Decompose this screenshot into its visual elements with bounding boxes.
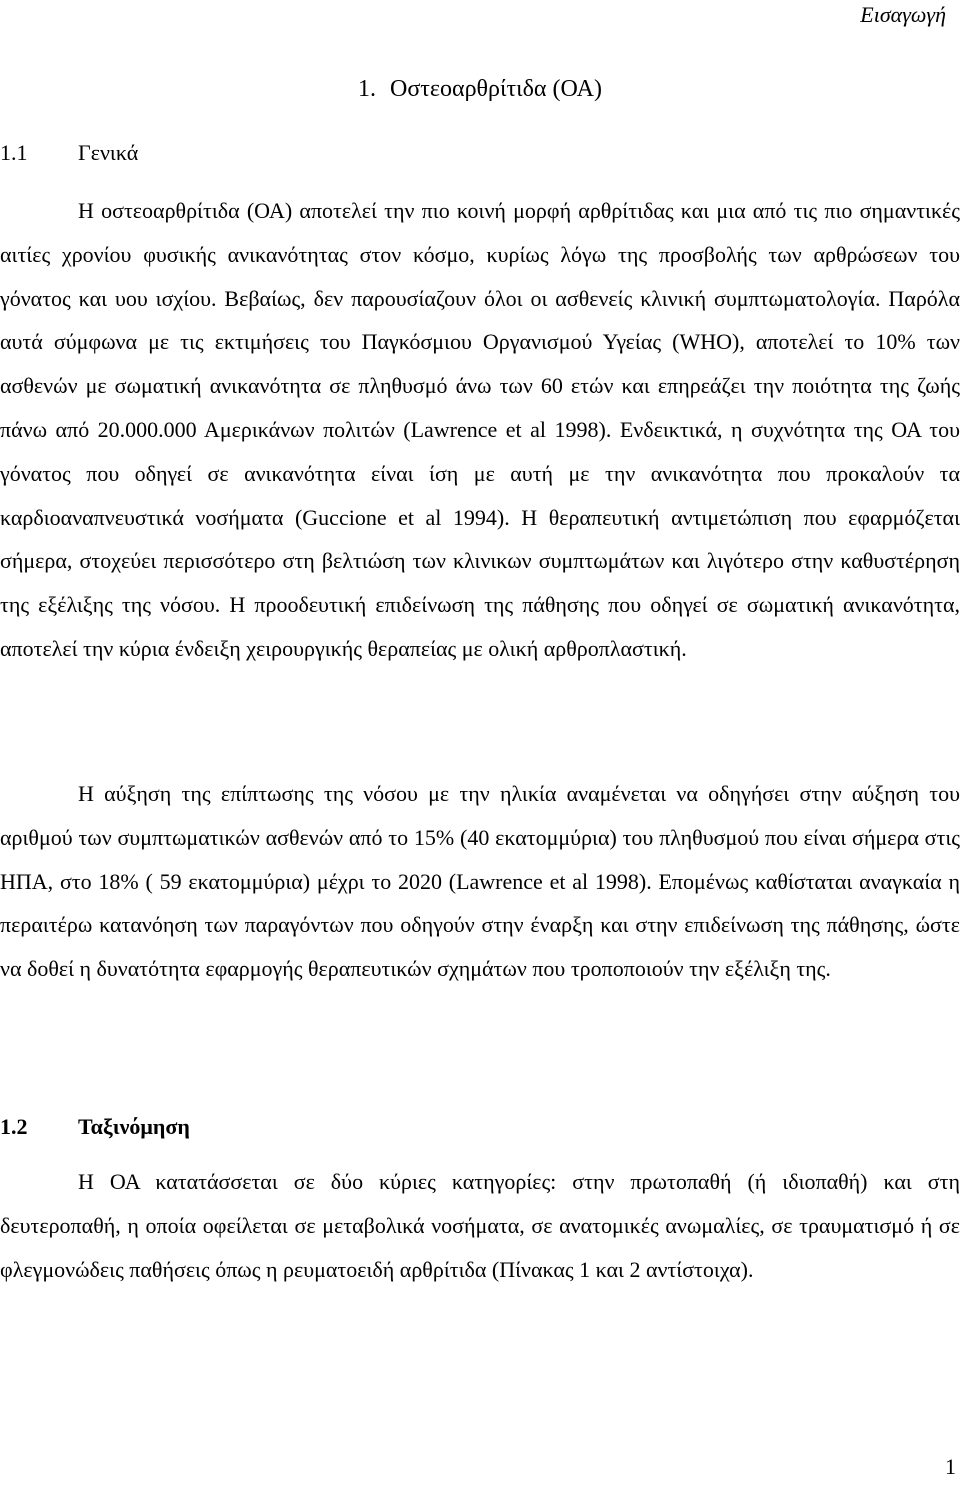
section-title: Γενικά (78, 140, 139, 165)
page-number: 1 (945, 1454, 956, 1479)
section-title: Ταξινόμηση (78, 1114, 190, 1139)
section-heading-1-1 (0, 138, 138, 168)
paragraph-classification: Η ΟΑ κατατάσσεται σε δύο κύριες κατηγορίες: στην πρωτοπαθή (ή ιδιοπαθή) και στη δευτεροπαθή, η οποία οφείλεται σε μεταβολικά νοσήματα, σε ανατομικές ανωμαλίες, σε τραυματισμό ή σε φλεγμονώδεις παθήσεις όπως η ρευματοειδή αρθρίτιδα (Πίνακας 1 και 2 αντίστοιχα). (0, 1169, 960, 1282)
paragraph-general-1: Η οστεοαρθρίτιδα (ΟΑ) αποτελεί την πιο κοινή μορφή αρθρίτιδας και μια από τις πιο σημαντικές αιτίες χρονίου φυσικής ανικανότητας στον κόσμο, κυρίως λόγω της προσβολής των αρθρώσεων του γόνατος και υου ισχίου. Βεβαίως, δεν παρουσίαζουν όλοι οι ασθενείς κλινική συμπτωματολογία. Παρόλα αυτά σύμφωνα με τις εκτιμήσεις του Παγκόσμιου Οργανισμού Υγείας (WHO), αποτελεί το 10% των ασθενών με σωματική ανικανότητα σε πληθυσμό άνω των 60 ετών και επηρεάζει την ποιότητα της ζωής πάνω από 20.000.000 Αμερικάνων πολιτών (Lawrence et al 1998). Ενδεικτικά, η συχνότητα της ΟΑ του γόνατος που οδηγεί σε ανικανότητα είναι ίση με αυτή με την ανικανότητα που προκαλούν τα καρδιοαναπνευστικά νοσήματα (Guccione et al 1994). Η θεραπευτική αντιμετώπιση που εφαρμόζεται σήμερα, στοχεύει περισσότερο στη βελτιώση των κλινικων συμπτωμάτων και λιγότερο στην καθυστέρηση της εξέλιξης της νόσου. Η προοδευτική επιδείνωση της πάθησης που οδηγεί σε σωματική ανικανότητα, αποτελεί την κύρια ένδειξη χειρουργικής θεραπείας με ολική αρθροπλαστική. (0, 198, 960, 661)
chapter-title (0, 72, 960, 106)
running-header: Εισαγωγή (860, 2, 946, 27)
chapter-number: 1. (358, 76, 377, 102)
chapter-title-text: Οστεοαρθρίτιδα (ΟΑ) (390, 76, 602, 102)
section-number: 1.1 (0, 140, 28, 165)
section-number: 1.2 (0, 1114, 28, 1139)
section-heading-1-2 (0, 1112, 190, 1142)
paragraph-general-2: Η αύξηση της επίπτωσης της νόσου με την ηλικία αναμένεται να οδηγήσει στην αύξηση του αριθμού των συμπτωματικών ασθενών από το 15% (40 εκατομμύρια) του πληθυσμού που είναι σήμερα στις ΗΠΑ, στο 18% ( 59 εκατομμύρια) μέχρι το 2020 (Lawrence et al 1998). Επομένως καθίσταται αναγκαία η περαιτέρω κατανόηση των παραγόντων που οδηγούν στην έναρξη και στην επιδείνωση της πάθησης, ώστε να δοθεί η δυνατότητα εφαρμογής θεραπευτικών σχημάτων που τροποποιούν την εξέλιξη της. (0, 781, 960, 982)
